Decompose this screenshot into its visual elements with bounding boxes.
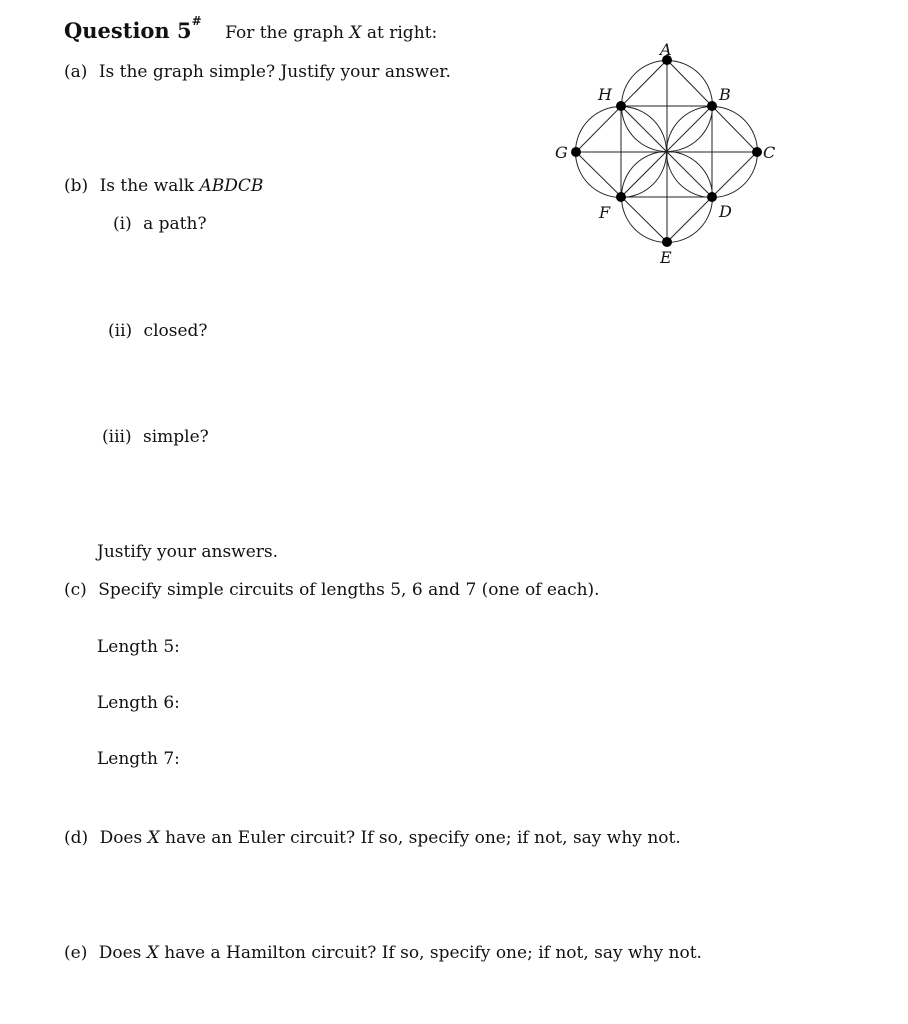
part-b-iii-label: (iii) [102, 427, 132, 447]
part-b-justify: Justify your answers. [97, 542, 279, 562]
part-c-label: (c) [64, 580, 87, 600]
label-g: G [555, 143, 568, 162]
vertex-e [662, 237, 672, 247]
length-6-label: Length 6: [97, 693, 180, 713]
part-d [64, 828, 681, 848]
question-header [64, 14, 438, 43]
question-title: Question 5 [64, 18, 192, 43]
label-b: B [719, 85, 731, 104]
part-e-text-before: Does [98, 943, 147, 963]
part-d-text-after: have an Euler circuit? If so, specify one; if not, say why not. [159, 828, 681, 848]
part-b-label: (b) [64, 176, 89, 196]
part-b-i-text: a path? [143, 214, 207, 234]
length-5-label: Length 5: [97, 637, 180, 657]
label-a: A [660, 40, 672, 59]
part-d-text-before: Does [99, 828, 148, 848]
part-b-i [113, 214, 207, 234]
label-d: D [719, 202, 732, 221]
intro-var: X [349, 23, 362, 43]
part-b-ii-label: (ii) [108, 321, 133, 341]
vertex-b [707, 101, 717, 111]
part-c [64, 580, 600, 600]
vertex-d [707, 192, 717, 202]
part-b-ii-text: closed? [143, 321, 208, 341]
graph-x-diagram [540, 30, 800, 270]
label-h: H [598, 85, 612, 104]
intro-after: at right: [361, 23, 438, 43]
length-7-label: Length 7: [97, 749, 180, 769]
part-a-label: (a) [64, 62, 88, 82]
part-e [64, 943, 702, 963]
part-b-i-label: (i) [113, 214, 132, 234]
part-b-walk: ABDCB [199, 176, 264, 196]
part-c-text: Specify simple circuits of lengths 5, 6 and 7 (one of each). [98, 580, 600, 600]
part-d-label: (d) [64, 828, 89, 848]
part-b-ii [108, 321, 208, 341]
part-b-iii [102, 427, 209, 447]
part-a [64, 62, 451, 82]
vertex-f [616, 192, 626, 202]
part-a-text: Is the graph simple? Justify your answer. [98, 62, 451, 82]
part-b-text: Is the walk [99, 176, 200, 196]
vertex-g [571, 147, 581, 157]
vertex-c [752, 147, 762, 157]
part-e-label: (e) [64, 943, 88, 963]
label-f: F [599, 203, 611, 222]
question-title-superscript: # [191, 14, 202, 28]
label-e: E [660, 248, 672, 267]
label-c: C [763, 143, 776, 162]
intro-before: For the graph [225, 23, 350, 43]
part-e-var: X [146, 943, 159, 963]
vertex-h [616, 101, 626, 111]
part-b [64, 176, 263, 196]
part-b-iii-text: simple? [142, 427, 209, 447]
part-e-text-after: have a Hamilton circuit? If so, specify one; if not, say why not. [158, 943, 702, 963]
part-d-var: X [147, 828, 160, 848]
